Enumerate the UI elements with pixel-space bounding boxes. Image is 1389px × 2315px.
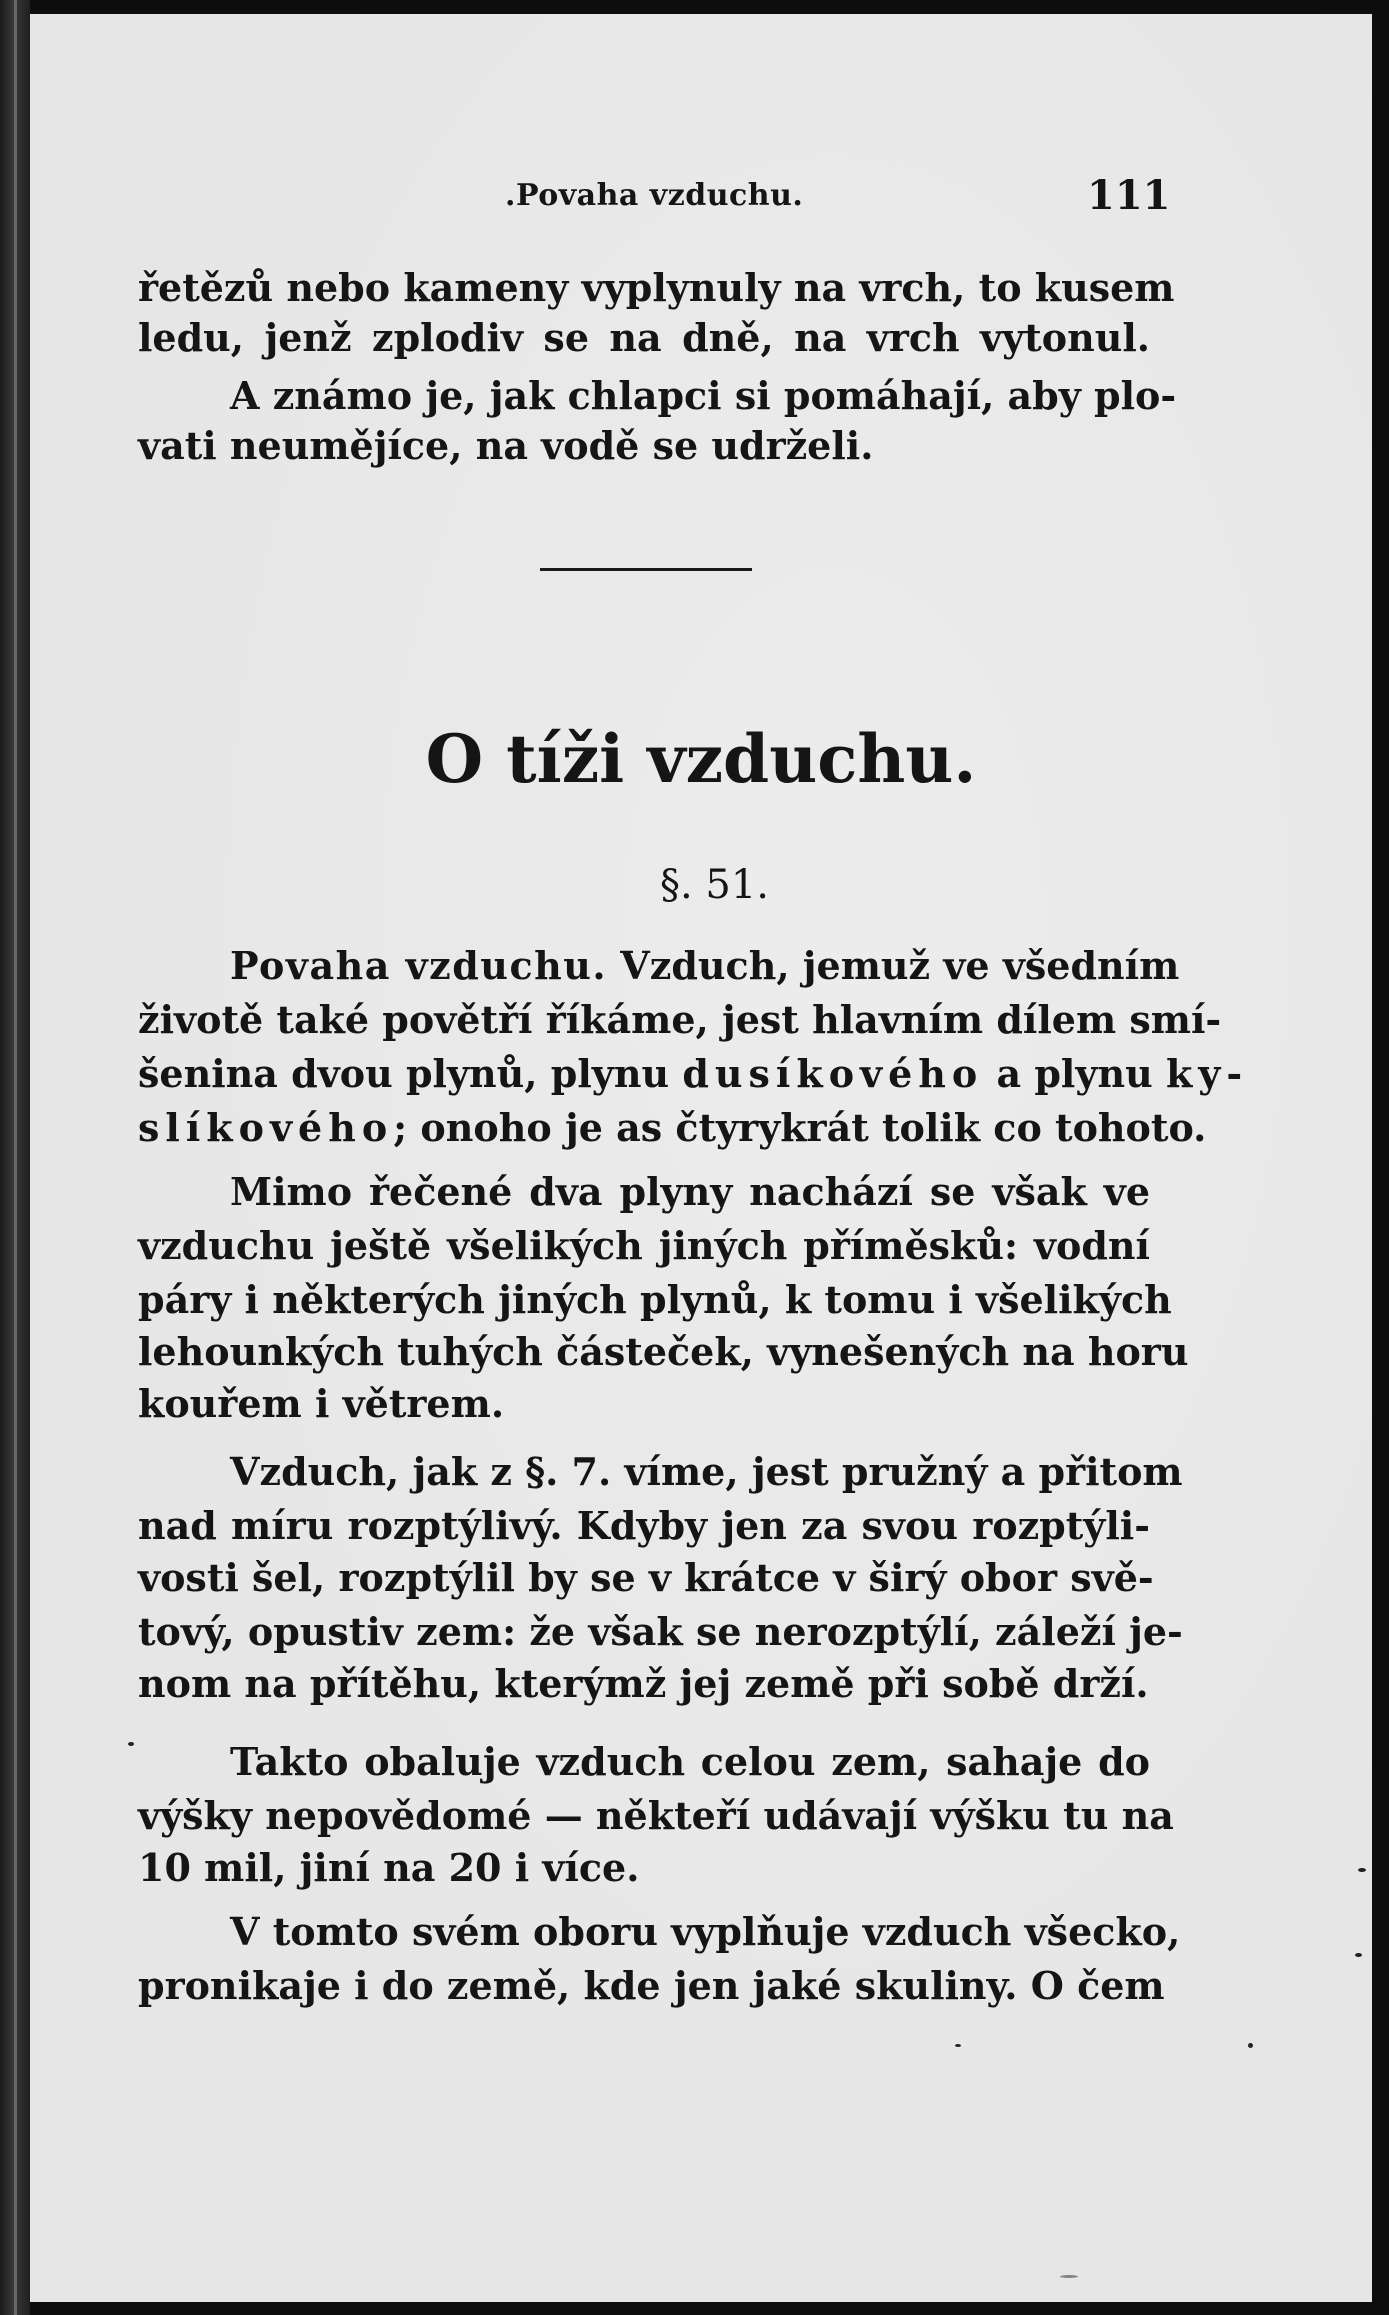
section-divider-rule xyxy=(540,568,752,571)
text-line: pronikaje i do země, kde jen jaké skuliny. O čem xyxy=(138,1963,1165,2008)
scan-speck xyxy=(128,1742,134,1746)
text-line: Mimo řečené dva plyny nachází se však ve xyxy=(230,1169,1150,1214)
text-line: výšky nepovědomé — někteří udávají výšku tu na xyxy=(138,1793,1174,1838)
scan-speck xyxy=(1060,2275,1078,2278)
text-span: a plynu xyxy=(983,1051,1166,1096)
emphasized-term: ky- xyxy=(1165,1051,1249,1096)
text-span: ; onoho je as čtyrykrát tolik co tohoto. xyxy=(393,1105,1207,1150)
text-line: kouřem i větrem. xyxy=(138,1381,505,1426)
runin-heading: Povaha vzduchu. xyxy=(230,943,608,988)
text-line: řetězů nebo kameny vyplynuly na vrch, to kusem xyxy=(138,265,1175,310)
scan-speck xyxy=(1248,2043,1253,2048)
text-span: Vzduch, jemuž ve všedním xyxy=(607,943,1180,988)
text-line: životě také povětří říkáme, jest hlavním dílem smí- xyxy=(138,997,1222,1042)
text-line: Takto obaluje vzduch celou zem, sahaje do xyxy=(230,1739,1150,1784)
text-line: A známo je, jak chlapci si pomáhají, aby plo- xyxy=(230,373,1177,418)
book-spine xyxy=(0,0,30,2315)
scan-speck xyxy=(1355,1953,1362,1957)
text-line: vosti šel, rozptýlil by se v krátce v širý obor svě- xyxy=(138,1555,1154,1600)
text-line: ledu, jenž zplodiv se na dně, na vrch vytonul. xyxy=(138,315,1150,360)
text-line: 10 mil, jiní na 20 i více. xyxy=(138,1845,640,1890)
text-span: šenina dvou plynů, plynu xyxy=(138,1051,683,1096)
text-line: Vzduch, jak z §. 7. víme, jest pružný a přitom xyxy=(230,1449,1183,1494)
text-line: nad míru rozptýlivý. Kdyby jen za svou rozptýli- xyxy=(138,1503,1150,1548)
text-line xyxy=(138,1048,1249,1100)
paragraph-first-line xyxy=(230,940,1180,992)
running-header: .Povaha vzduchu. xyxy=(505,178,804,213)
emphasized-term: dusíkového xyxy=(682,1051,984,1096)
chapter-title: O tíži vzduchu. xyxy=(425,720,977,798)
section-number: §. 51. xyxy=(659,862,770,908)
scan-speck xyxy=(955,2044,961,2047)
scan-speck xyxy=(1358,1868,1366,1872)
emphasized-term: slíkového xyxy=(138,1105,394,1150)
text-line: nom na přítěhu, kterýmž jej země při sobě drží. xyxy=(138,1661,1149,1706)
text-line xyxy=(138,1102,1207,1154)
text-line: tový, opustiv zem: že však se nerozptýlí, záleží je- xyxy=(138,1609,1183,1654)
text-line: vati neumějíce, na vodě se udrželi. xyxy=(138,423,874,468)
text-line: vzduchu ještě všelikých jiných příměsků: vodní xyxy=(138,1223,1150,1268)
page-number: 111 xyxy=(1087,172,1171,219)
text-line: lehounkých tuhých částeček, vynešených na horu xyxy=(138,1329,1189,1374)
text-line: páry i některých jiných plynů, k tomu i všelikých xyxy=(138,1277,1172,1322)
text-line: V tomto svém oboru vyplňuje vzduch všecko, xyxy=(230,1909,1181,1954)
